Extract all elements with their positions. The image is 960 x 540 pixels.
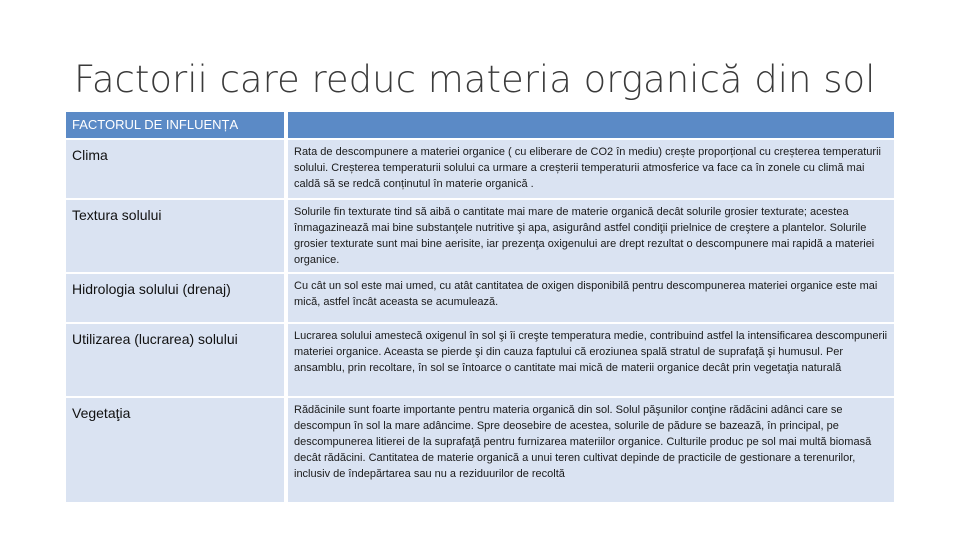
header-description bbox=[284, 112, 894, 138]
description-cell: Lucrarea solului amestecă oxigenul în sol şi îi creşte temperatura medie, contribuind astfel la intensificarea descompunerii materiei organice. Aceasta se pierde şi din cauza faptului că eroziunea spală stratul de suprafaţă şi humusul. Per ansamblu, prin recoltare, în sol se întoarce o cantitate mai mică de materii organice decât prin vegetaţia naturală bbox=[284, 324, 894, 396]
factors-table bbox=[66, 110, 894, 504]
factor-cell: Textura solului bbox=[66, 200, 284, 272]
factor-cell: Utilizarea (lucrarea) solului bbox=[66, 324, 284, 396]
description-cell: Cu cât un sol este mai umed, cu atât cantitatea de oxigen disponibilă pentru descompunerea materiei organice este mai mică, astfel încât aceasta se acumulează. bbox=[284, 274, 894, 322]
description-cell: Solurile fin texturate tind să aibă o cantitate mai mare de materie organică decât solurile grosier texturate; acestea înmagazinează mai bine substanţele nutritive şi apa, asigurând astfel condiţii prielnice de creştere a plantelor. Solurile grosier texturate sunt mai bine aerisite, iar prezenţa oxigenului are drept rezultat o descompunere mai rapidă a materiei organice. bbox=[284, 200, 894, 272]
table-row bbox=[66, 324, 894, 396]
factor-cell: Clima bbox=[66, 140, 284, 198]
table-row bbox=[66, 140, 894, 198]
table-header-row bbox=[66, 112, 894, 138]
header-factor: FACTORUL DE INFLUENȚA bbox=[66, 112, 284, 138]
description-cell: Rata de descompunere a materiei organice ( cu eliberare de CO2 în mediu) crește proporțional cu creșterea temperaturii solului. Creșterea temperaturii solului ca urmare a creșterii temperaturii atmosferice va face ca în zonele cu climă mai caldă să se redcă conținutul în materie organică . bbox=[284, 140, 894, 198]
factor-cell: Vegetaţia bbox=[66, 398, 284, 502]
description-cell: Rădăcinile sunt foarte importante pentru materia organică din sol. Solul păşunilor conţine rădăcini adânci care se descompun în sol la mare adâncime. Spre deosebire de acestea, solurile de pădure se bazează, în principal, pe descompunerea litierei de la suprafaţă pentru furnizarea materiilor organice. Culturile produc pe sol mai multă biomasă decât rădăcini. Cantitatea de materie organică a unui teren cultivat depinde de practicile de gestionare a terenurilor, inclusiv de îndepărtarea sau nu a reziduurilor de recoltă bbox=[284, 398, 894, 502]
slide-title: Factorii care reduc materia organică din sol bbox=[74, 58, 876, 101]
factor-cell: Hidrologia solului (drenaj) bbox=[66, 274, 284, 322]
table-row bbox=[66, 200, 894, 272]
table-row bbox=[66, 274, 894, 322]
table-row bbox=[66, 398, 894, 502]
